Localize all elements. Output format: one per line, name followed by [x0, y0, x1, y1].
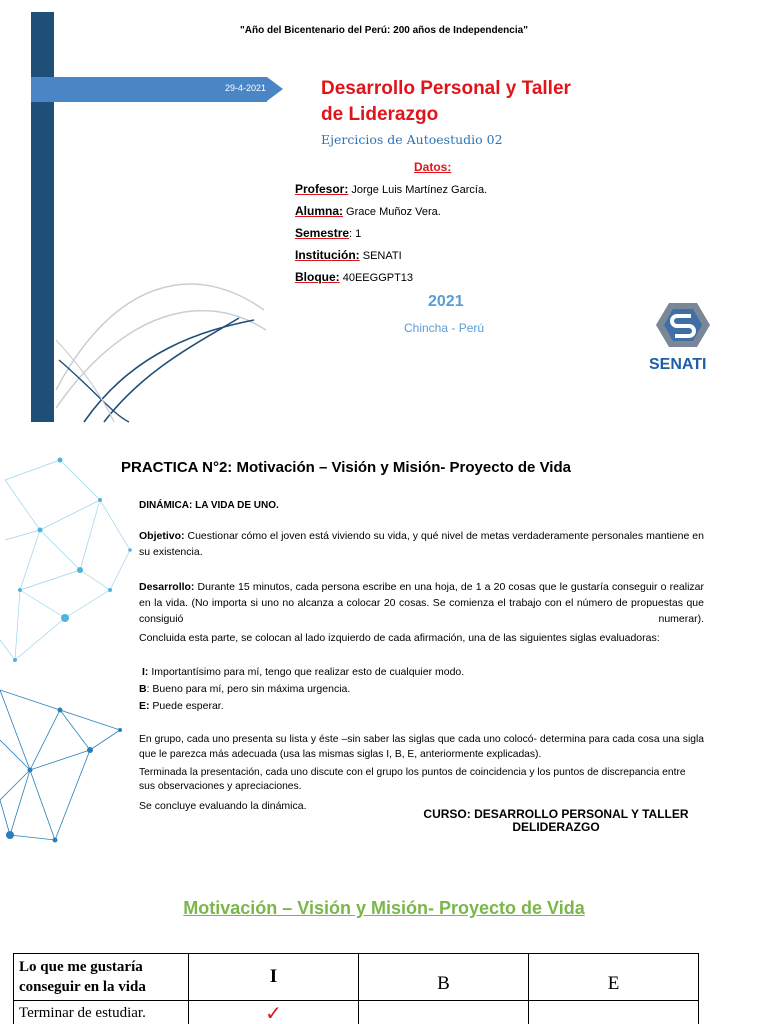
decorative-curves: [54, 240, 274, 425]
practica-page: [0, 440, 768, 1024]
goal-cell: Terminar de estudiar.: [14, 1001, 189, 1024]
cover-vertical-bar: [31, 12, 54, 422]
date-arrow-tip: [267, 77, 283, 101]
header-cell-i: I: [189, 954, 359, 1001]
table-row: [14, 1001, 699, 1024]
desarrollo-text: Durante 15 minutos, cada persona escribe en una hoja, de 1 a 20 cosas que le gustaría conseguir o realizar en la vida. (No importa si uno no alcanza a colocar 20 cosas. Se comienza el trabajo con el número de propuestas que consiguió numerar).: [139, 581, 704, 625]
field-institucion: [295, 248, 402, 262]
cover-title: [321, 76, 641, 128]
sigla-label: B: [139, 683, 147, 695]
field-alumna: [295, 204, 441, 218]
practica-title: PRACTICA N°2: Motivación – Visión y Misión- Proyecto de Vida: [121, 459, 571, 476]
objetivo-paragraph: [139, 528, 704, 560]
field-label: Alumna:: [295, 204, 343, 218]
desarrollo-label: Desarrollo:: [139, 581, 195, 593]
grupo-paragraph: En grupo, cada uno presenta su lista y éste –sin saber las siglas que cada uno colocó- determina para cada cosa una sigla que le parezca más adecuada (usa las mismas siglas I, B, E, anteriormente explicadas).: [139, 734, 704, 760]
field-bloque: [295, 270, 413, 284]
cover-page: [0, 0, 768, 440]
cover-year: 2021: [428, 293, 464, 310]
terminada-paragraph: Terminada la presentación, cada uno discute con el grupo los puntos de coincidencia y los puntos de discrepancia entre sus observaciones y apreciaciones.: [139, 767, 686, 792]
objetivo-text: Cuestionar cómo el joven está viviendo su vida, y qué nivel de metas verdaderamente personales mantiene en su existencia.: [139, 530, 704, 558]
b-cell: [359, 1001, 529, 1024]
network-decoration: [0, 440, 140, 860]
cover-title-line1: Desarrollo Personal y Taller: [321, 78, 571, 99]
field-label: Bloque:: [295, 270, 340, 284]
sigla-i: [142, 664, 707, 680]
datos-heading: Datos:: [414, 160, 452, 174]
curso-line1: CURSO: DESARROLLO PERSONAL Y TALLER: [423, 807, 689, 821]
desarrollo-paragraph: [139, 579, 704, 627]
field-label: Semestre: [295, 226, 350, 240]
field-label: Profesor:: [295, 182, 349, 196]
header-cell-e: E: [529, 954, 699, 1001]
cover-city: Chincha - Perú: [404, 321, 485, 335]
concluye-paragraph: Se concluye evaluando la dinámica.: [139, 800, 307, 812]
section-title: Motivación – Visión y Misión- Proyecto de Vida: [183, 898, 585, 918]
senati-logo-text: SENATI: [649, 356, 707, 373]
cover-subtitle: Ejercicios de Autoestudio 02: [321, 132, 503, 147]
curso-line2: DELIDERAZGO: [512, 820, 600, 834]
field-value: Jorge Luis Martínez García.: [348, 184, 488, 196]
curso-label: [386, 808, 726, 834]
header-cell-b: B: [359, 954, 529, 1001]
field-semestre: [295, 226, 361, 240]
field-value: Grace Muñoz Vera.: [343, 206, 441, 218]
desarrollo-continuation: Concluida esta parte, se colocan al lado izquierdo de cada afirmación, una de las siguientes siglas evaluadoras:: [139, 632, 660, 644]
checkmark-icon: ✓: [189, 1001, 359, 1024]
field-value: : 1: [349, 228, 362, 240]
metas-table: [13, 953, 699, 1024]
dinamica-heading: DINÁMICA: LA VIDA DE UNO.: [139, 500, 279, 511]
sigla-label: E:: [139, 700, 150, 712]
table-header-row: [14, 954, 699, 1001]
header-cell-goal: Lo que me gustaría conseguir en la vida: [14, 954, 189, 1001]
bicentenario-header: "Año del Bicentenario del Perú: 200 años de Independencia": [240, 25, 528, 36]
senati-logo-icon: [655, 300, 711, 350]
field-profesor: [295, 182, 487, 196]
field-value: 40EEGGPT13: [339, 272, 414, 284]
e-cell: [529, 1001, 699, 1024]
sigla-label: I:: [142, 666, 149, 678]
cover-date: 29-4-2021: [224, 83, 266, 93]
field-value: SENATI: [359, 250, 402, 262]
sigla-text: Puede esperar.: [149, 700, 224, 712]
sigla-b: [139, 681, 704, 697]
objetivo-label: Objetivo:: [139, 530, 185, 542]
field-label: Institución:: [295, 248, 360, 262]
sigla-text: Importantísimo para mí, tengo que realizar esto de cualquier modo.: [148, 666, 465, 678]
sigla-e: [139, 698, 704, 714]
cover-title-line2: de Liderazgo: [321, 104, 439, 125]
sigla-text: : Bueno para mí, pero sin máxima urgencia.: [146, 683, 351, 695]
